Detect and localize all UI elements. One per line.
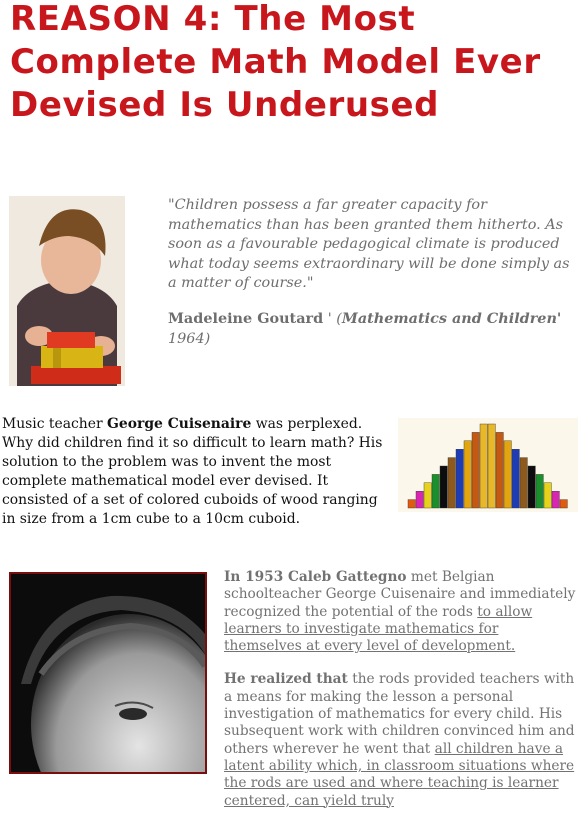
rod-6 [448, 458, 455, 508]
quote-book: Mathematics and Children' [341, 310, 562, 327]
rod-3 [544, 483, 551, 508]
rod-1 [560, 500, 567, 508]
child-looking-up-photo [9, 572, 207, 774]
rod-6 [520, 458, 527, 508]
rod-8 [464, 441, 471, 508]
rod-9 [472, 432, 479, 508]
intro-text: was perplexed. Why did children find it so difficult to learn math? His solution to the problem was to invent the most complete mathematical model ever devised. It consisted of a set of colored cuboids of wood ranging in size from a 1cm cube to a 10cm cuboid. [2, 416, 383, 527]
rod-4 [432, 474, 439, 508]
rod-7 [512, 449, 519, 508]
cuisenaire-intro [2, 415, 394, 529]
rod-9 [496, 432, 503, 508]
cuisenaire-quote: "Children possess a far greater capacity for mathematics than has been granted them hitherto. As soon as a favourable pedagogical climate is produced what today seems extraordinary will be done simply as a matter of course." [168, 197, 570, 291]
rod-3 [424, 483, 431, 508]
intro-pre: Music teacher [2, 416, 108, 432]
quote-attribution [168, 309, 573, 349]
rod-1 [408, 500, 415, 508]
rod-5 [528, 466, 535, 508]
page-title: REASON 4: The Most Complete Math Model Ever Devised Is Underused [10, 0, 541, 125]
latent-ability-link[interactable]: all children have a latent ability which, in classroom situations where the rods are used and where teaching is learner centered, can yield truly [224, 740, 575, 809]
gattegno-paragraph-2 [224, 671, 576, 809]
rod-2 [416, 491, 423, 508]
rod-8 [504, 441, 511, 508]
child-illustration [11, 574, 205, 772]
rod-4 [536, 474, 543, 508]
gattegno-lead: In 1953 Caleb Gattegno [224, 569, 407, 585]
gattegno-text-1: met Belgian schoolteacher George Cuisenaire and immediately recognized the potential of the rods [224, 569, 576, 620]
gattegno-paragraph-1 [224, 569, 576, 655]
george-cuisenaire-name: George Cuisenaire [107, 416, 252, 432]
gattegno-section [224, 569, 576, 826]
rod-7 [456, 449, 463, 508]
quote-author: Madeleine Goutard [168, 310, 324, 327]
realized-lead: He realized that [224, 671, 348, 688]
quote-mark: ' ( [323, 311, 342, 327]
gattegno-text-2: the rods provided teachers with a means for making the lesson a personal investigation of mathematics for every child. His subsequent work with children convinced him and others wherever he went that [224, 671, 575, 757]
investigate-link[interactable]: to allow learners to investigate mathematics for themselves at every level of development. [224, 603, 533, 655]
cuisenaire-rods-image [398, 418, 578, 512]
boy-building-rods-photo [9, 196, 125, 386]
rod-5 [440, 466, 447, 508]
boy-illustration [9, 196, 125, 386]
rod-10 [480, 424, 487, 508]
rod-10 [488, 424, 495, 508]
rod-2 [552, 491, 559, 508]
quote-year: 1964) [168, 331, 211, 347]
